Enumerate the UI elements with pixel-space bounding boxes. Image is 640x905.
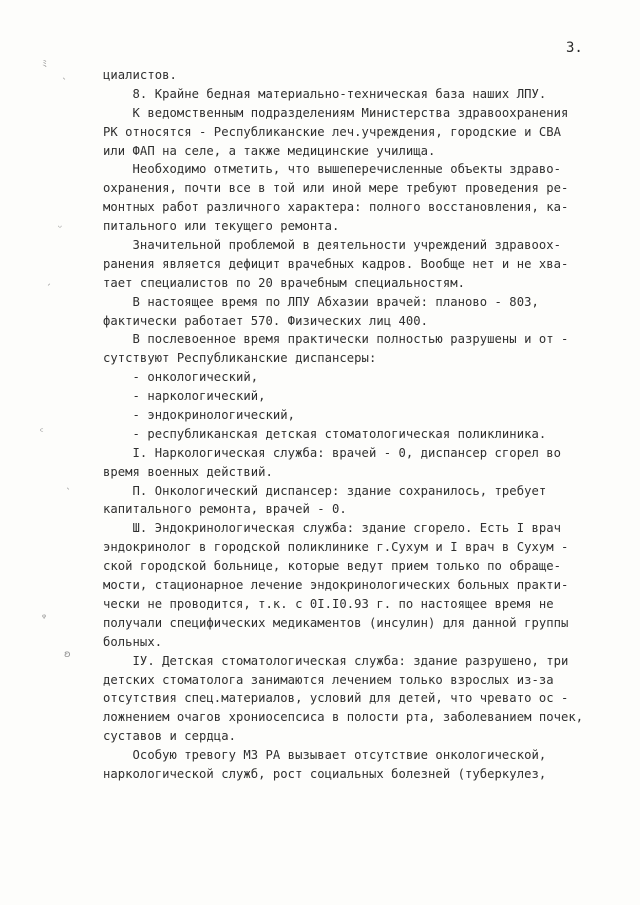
text-line: К ведомственным подразделениям Министерства здравоохранения [103, 105, 569, 120]
text-line: В послевоенное время практически полностью разрушены и от - [103, 332, 569, 347]
text-line: сутствуют Республиканские диспансеры: [103, 351, 377, 366]
text-line: ской городской больнице, которые ведут прием только по обраще- [103, 559, 562, 574]
text-line: детских стоматолога занимаются лечением только взрослых из-за [103, 672, 554, 687]
scan-speck: ﾐ [42, 59, 47, 70]
text-line: Значительной проблемой в деятельности учреждений здравоох- [103, 238, 562, 253]
text-line: суставов и сердца. [103, 729, 236, 744]
text-line: больных. [103, 634, 163, 649]
scan-speck: ˏ [46, 275, 51, 286]
text-line: 8. Крайне бедная материально-техническая база наших ЛПУ. [103, 86, 547, 101]
text-line: циалистов. [103, 68, 177, 82]
list-item: - онкологический, [103, 370, 259, 385]
text-line: Особую тревогу МЗ РА вызывает отсутствие онкологической, [103, 748, 547, 763]
list-item: - республиканская детская стоматологическая поликлиника. [103, 426, 547, 441]
text-line: время военных действий. [103, 464, 273, 479]
text-line: ранения является дефицит врачебных кадров. Вообще нет и не хва- [103, 256, 569, 271]
text-line: РК относятся - Республиканские леч.учреждения, городские и СВА [103, 124, 562, 139]
text-line: I. Наркологическая служба: врачей - 0, диспансер сгорел во [103, 445, 562, 460]
scan-speck: ˎ [66, 479, 71, 490]
text-line: капитального ремонта, врачей - 0. [103, 502, 347, 517]
text-line: чески не проводится, т.к. с 0I.I0.93 г. по настоящее время не [103, 596, 554, 611]
document-body [103, 66, 623, 784]
text-line: В настоящее время по ЛПУ Абхазии врачей: планово - 803, [103, 294, 539, 309]
text-line: фактически работает 570. Физических лиц 400. [103, 313, 429, 328]
list-item: - эндокринологический, [103, 408, 296, 423]
text-line: наркологической служб, рост социальных болезней (туберкулез, [103, 766, 547, 781]
scan-speck: ᶜ [40, 427, 44, 438]
text-line: IУ. Детская стоматологическая служба: здание разрушено, три [103, 653, 569, 668]
text-line: питального или текущего ремонта. [103, 219, 340, 234]
text-line: эндокринолог в городской поликлинике г.Сухум и I врач в Сухум - [103, 540, 569, 555]
scan-speck: ʚ [64, 649, 71, 660]
text-line: П. Онкологический диспансер: здание сохранилось, требует [103, 483, 547, 498]
text-line: охранения, почти все в той или иной мере требуют проведения ре- [103, 181, 569, 196]
list-item: - наркологический, [103, 389, 266, 404]
scan-speck: ᵠ [42, 613, 47, 624]
scan-speck: ˎ [62, 69, 67, 80]
text-line: мости, стационарное лечение эндокринологических больных практи- [103, 578, 569, 593]
text-line: тает специалистов по 20 врачебным специальностям. [103, 275, 465, 290]
text-line: Необходимо отметить, что вышеперечисленные объекты здраво- [103, 162, 562, 177]
text-line: или ФАП на селе, а также медицинские училища. [103, 143, 436, 158]
scan-speck: ᵕ [58, 223, 63, 234]
text-line: монтных работ различного характера: полного восстановления, ка- [103, 200, 569, 215]
text-line: отсутствия спец.материалов, условий для детей, что чревато ос - [103, 691, 569, 706]
text-line: получали специфических медикаментов (инсулин) для данной группы [103, 615, 569, 630]
page-number: 3. [566, 40, 583, 56]
text-line: ложнением очагов хрониосепсиса в полости рта, заболеванием почек, [103, 710, 584, 725]
text-line: Ш. Эндокринологическая служба: здание сгорело. Есть I врач [103, 521, 562, 536]
